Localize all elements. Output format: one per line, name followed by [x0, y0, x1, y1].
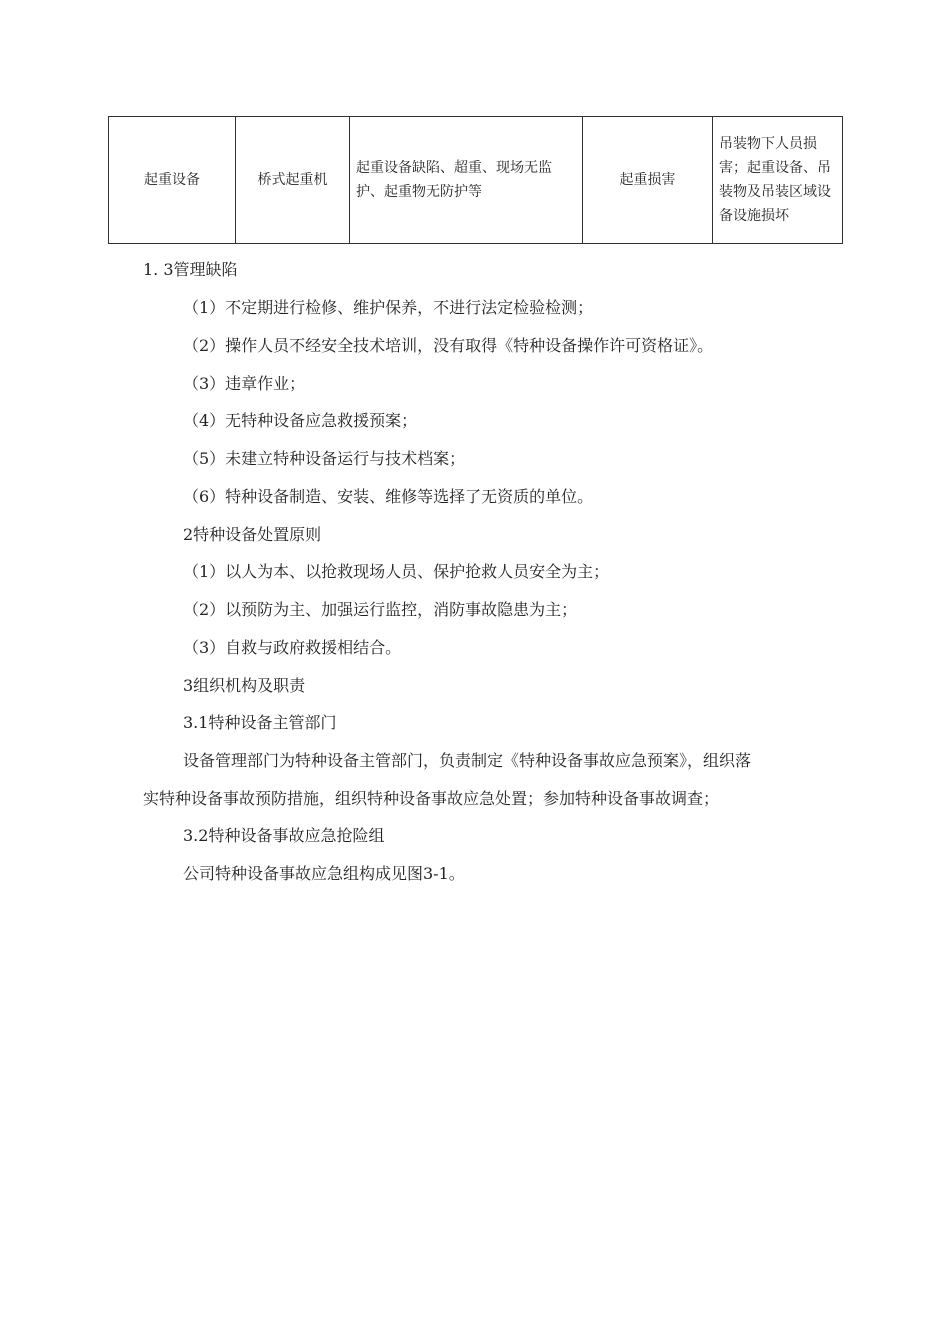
- paragraph-line: 公司特种设备事故应急组构成见图3-1。: [183, 864, 465, 883]
- section-heading-1-3: 1. 3管理缺陷: [143, 260, 238, 279]
- table-cell-accident-type: 起重损害: [583, 117, 713, 244]
- list-item: （5）未建立特种设备运行与技术档案；: [183, 449, 466, 468]
- hazard-table: [108, 116, 843, 244]
- section-heading-3-2: 3.2特种设备事故应急抢险组: [183, 826, 385, 845]
- list-item: （1）不定期进行检修、维护保养，不进行法定检验检测；: [183, 298, 594, 317]
- section-heading-3: 3组织机构及职责: [183, 676, 306, 695]
- list-item: （3）违章作业；: [183, 374, 306, 393]
- list-item: （1）以人为本、以抢救现场人员、保护抢救人员安全为主；: [183, 562, 610, 581]
- table-row: [109, 117, 843, 244]
- list-item: （2）操作人员不经安全技术培训，没有取得《特种设备操作许可资格证》。: [183, 336, 714, 355]
- table-cell-consequence: 吊装物下人员损害；起重设备、吊装物及吊装区域设备设施损坏: [713, 117, 843, 244]
- table-cell-equipment: 桥式起重机: [236, 117, 350, 244]
- paragraph-line: 设备管理部门为特种设备主管部门，负责制定《特种设备事故应急预案》，组织落: [183, 751, 752, 770]
- list-item: （3）自救与政府救援相结合。: [183, 638, 402, 657]
- section-heading-2: 2特种设备处置原则: [183, 525, 322, 544]
- list-item: （6）特种设备制造、安装、维修等选择了无资质的单位。: [183, 487, 594, 506]
- table-cell-hazard-cause: 起重设备缺陷、超重、现场无监护、起重物无防护等: [350, 117, 583, 244]
- section-heading-3-1: 3.1特种设备主管部门: [183, 713, 337, 732]
- list-item: （2）以预防为主、加强运行监控，消防事故隐患为主；: [183, 600, 578, 619]
- paragraph-line: 实特种设备事故预防措施，组织特种设备事故应急处置；参加特种设备事故调查；: [143, 789, 720, 808]
- table-cell-category: 起重设备: [109, 117, 236, 244]
- list-item: （4）无特种设备应急救援预案；: [183, 411, 418, 430]
